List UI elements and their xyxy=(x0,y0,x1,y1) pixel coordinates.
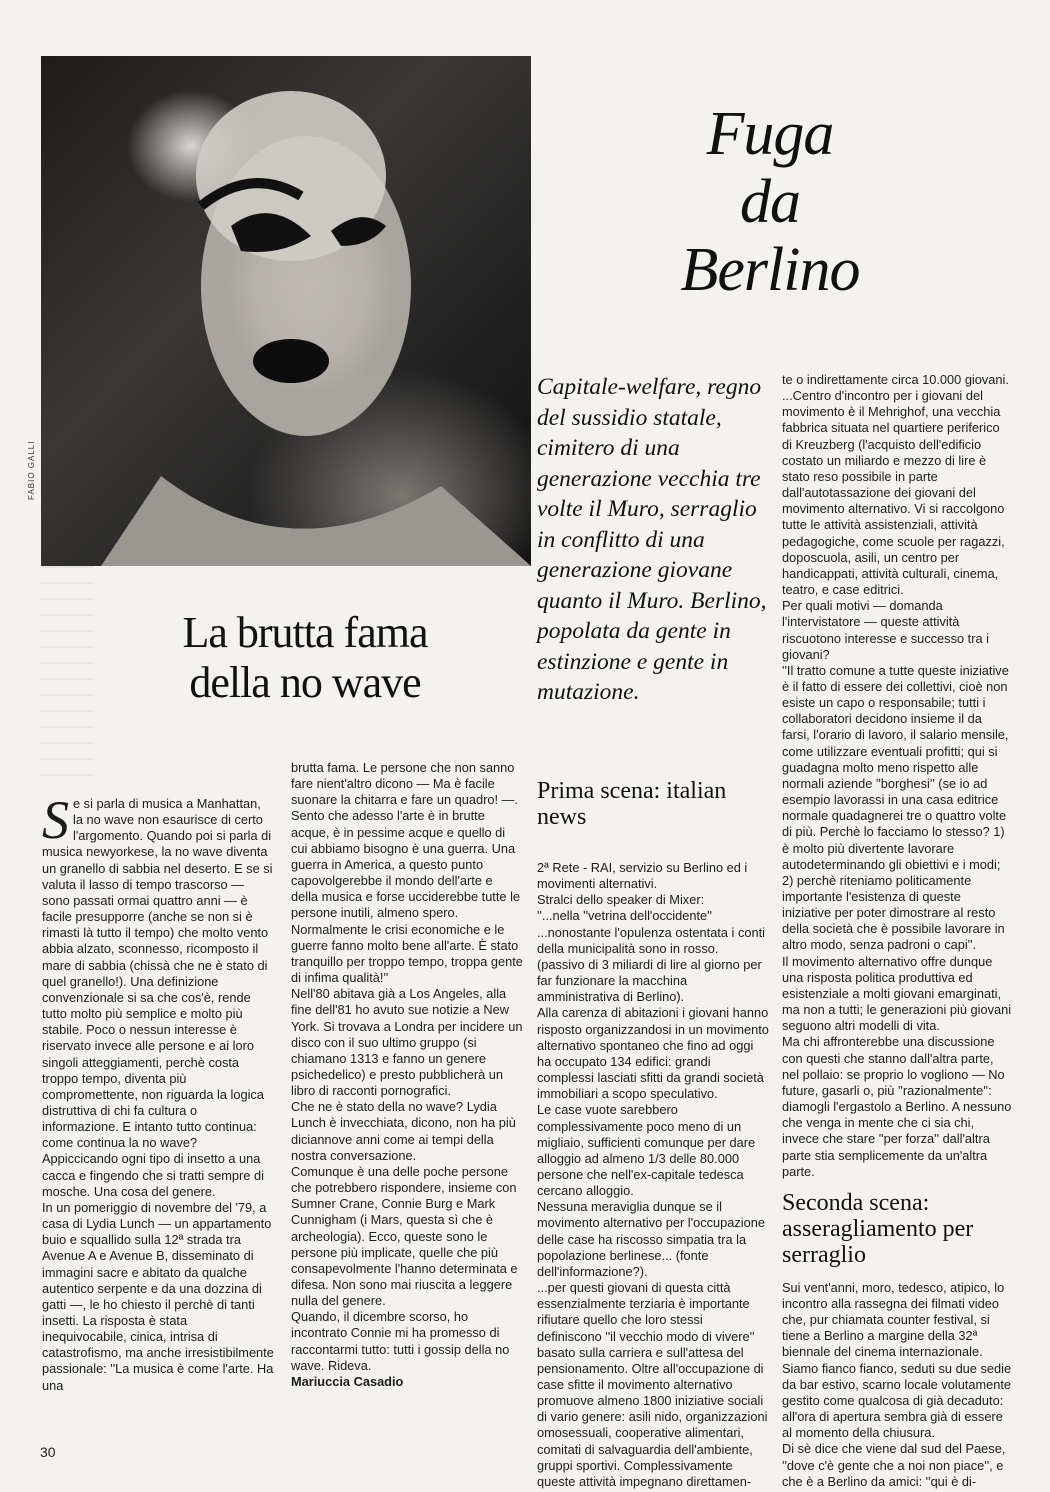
paragraph: 2ª Rete - RAI, servizio su Berlino ed i movimenti alternativi. xyxy=(537,860,748,892)
paragraph: ...per questi giovani di questa città essenzialmente terziaria è importante rifiutare quello che loro stessi definiscono ''il vecchio modo di vivere'' basato sulla carriera e sull'attesa del pensionamento. Oltre all'occupazione di case sfitte il movimento alternativo promuove almeno 1800 iniziative sociali di vario genere: asili nido, organizzazioni omosessuali, cooperative alimentari, comitati di salvaguardia dell'ambiente, gruppi sportivi. Complessivamente queste attività impegnano direttamen- xyxy=(537,1280,768,1489)
paragraph: Nell'80 abitava già a Los Angeles, alla fine dell'81 ho avuto sue notizie a New York. Si trovava a Londra per incidere un disco con il suo ultimo gruppo (si chiamano 1313 e fanno un genere psichedelico) e presto pubblicherà un libro di racconti pornografici. xyxy=(291,986,523,1099)
paragraph: Stralci dello speaker di Mixer: xyxy=(537,892,705,908)
column-2 xyxy=(291,760,523,1390)
paragraph: ''Il tratto comune a tutte queste iniziative è il fatto di essere dei collettivi, cioè non esiste un capo o responsabile; tutti i collaboratori decidono insieme il da farsi, l'orario di lavoro, il salario mensile, come utilizzare eventuali profitti; qui si guadagna molto meno rispetto alle normali aziende ''borghesi'' (se io ad esempio lavorassi in una casa editrice normale quadagnerei tre o quattro volte di più. Perchè lo facciamo lo stesso? 1) è molto più divertente lavorare autodeterminando gli obiettivi e i modi; 2) perchè riteniamo politicamente importante l'esistenza di queste iniziative per poter dimostrare al resto della società che è possibile lavorare in altro modo, senza padroni o capi''. xyxy=(782,662,1009,953)
column-4 xyxy=(782,372,1012,1490)
paragraph: te o indirettamente circa 10.000 giovani. xyxy=(782,372,1009,387)
paragraph: Alla carenza di abitazioni i giovani hanno risposto organizzandosi in un movimento alternativo spontaneo che fino ad oggi ha occupato 134 edifici: grandi complessi lasciati sfitti da grandi società immobiliari a scopo speculativo. xyxy=(537,1005,769,1102)
section-title-prima-scena: Prima scena: italian news xyxy=(537,778,727,830)
left-headline xyxy=(100,608,510,708)
dropcap: S xyxy=(42,790,69,850)
title-line: da xyxy=(740,168,800,236)
paragraph: Le case vuote sarebbero complessivamente poco meno di un migliaio, sufficienti comunque per dare alloggio ad almeno 1/3 delle 80.000 persone che nell'ex-capitale tedesca cercano alloggio. xyxy=(537,1102,756,1199)
portrait-illustration xyxy=(41,56,531,566)
paragraph: Ma chi affronterebbe una discussione con questi che stanno dall'altra parte, nel pollaio: se proprio lo vogliono — No future, gasarli o, più ''razionalmente'': diamogli l'ergastolo a Berlino. A nessuno che venga in mente che ci sia chi, invece che stare ''per forza'' dall'altra parte stia semplicemente da un'altra parte. xyxy=(782,1034,1012,1179)
section-title-seconda-scena: Seconda scena: asseragliamento per serraglio xyxy=(782,1189,974,1268)
page-number: 30 xyxy=(40,1444,56,1460)
title-line: Berlino xyxy=(680,236,860,304)
paragraph: brutta fama. Le persone che non sanno fare nient'altro dicono — Ma è facile suonare la chitarra e fare un quadro! —. Sento che adesso l'arte è in brutte acque, è in pessime acque e quello di cui abbiamo bisogno è una guerra. Una guerra in America, a questo punto capovolgerebbe il mondo dell'arte e della musica e forse ucciderebbe tutte le persone inutili, almeno spero. Normalmente le crisi economiche e le guerre fanno molto bene all'arte. È stato tranquillo per troppo tempo, troppa gente di infima qualità!'' xyxy=(291,760,523,986)
paragraph: In un pomeriggio di novembre del '79, a casa di Lydia Lunch — un appartamento buio e squallido sulla 12ª strada tra Avenue A e Avenue B, disseminato di immagini sacre e abitato da qualche autentico serpente e da una dozzina di gatti —, le ho chiesto il perchè di tanti insetti. La risposta è stata inequivocabile, cinica, intrisa di catastrofismo, ma anche irresistibilmente passionale: ''La musica è come l'arte. Ha una xyxy=(42,1199,274,1393)
title-line: Fuga xyxy=(706,100,834,168)
portrait-photo xyxy=(41,56,531,566)
bleed-through-text xyxy=(41,566,93,786)
paragraph: Sui vent'anni, moro, tedesco, atipico, lo incontro alla rassegna dei filmati video che, pur chiamata counter festival, si tiene a Berlino a margine della 32ª biennale del cinema internazionale. Siamo fianco fianco, seduti su due sedie da bar estivo, scarno locale volutamente gestito come qualcosa di già decaduto: all'ora di apertura sembra già di essere al momento della chiusura. xyxy=(782,1279,1012,1441)
paragraph: Che ne è stato della no wave? Lydia Lunch è invecchiata, dicono, non ha più diciannove anni come ai tempi della nostra conversazione. xyxy=(291,1099,516,1163)
column-3 xyxy=(537,860,769,1490)
left-headline-line: La brutta fama xyxy=(182,608,428,657)
article-title xyxy=(620,100,920,304)
paragraph: Quando, il dicembre scorso, ho incontrato Connie mi ha promesso di raccontarmi tutto: tutti i gossip della no wave. Rideva. xyxy=(291,1309,510,1373)
paragraph: e si parla di musica a Manhattan, la no wave non esaurisce di certo l'argomento. Quando poi si parla di musica newyorkese, la no wave diventa un granello di sabbia nel deserto. E se si valuta il lasso di tempo trascorso — sono passati ormai quattro anni — è facile presupporre (anche se non si è rimasti là tutto il tempo) che molto vento abbia alzato, sconnesso, ricomposto il mare di sabbia (chissà che ne è stato di quel granello!). Una definizione convenzionale si sa che cos'è, rende tutto molto più semplice e molto più stabile. Poco o nessun interesse è riservato invece alle persone e ai loro singoli atteggiamenti, perchè costa troppo tempo, diventa più compromettente, non riguarda la logica distruttiva di chi fa cultura o informazione. E intanto tutto continua: come continua la no wave? Appiccicando ogni tipo di insetto a una cacca e fingendo che si tratti sempre di mosche. Una cosa del genere. xyxy=(42,796,273,1199)
photo-credit: FABIO GALLI xyxy=(27,440,36,500)
paragraph: ...Centro d'incontro per i giovani del movimento è il Mehrighof, una vecchia fabbrica situata nel quartiere periferico di Kreuzberg (l'acquisto dell'edificio costato un miliardo e mezzo di lire è stato reso possibile in parte dall'autotassazione dei giovani del movimento alternativo. Vi si raccolgono tutte le attività assistenziali, attività pedagogiche, come scuole per ragazzi, doposcuola, asili, un centro per handicappati, attività culturali, cinema, teatro, e case editrici. xyxy=(782,388,1005,598)
paragraph: Comunque è una delle poche persone che potrebbero rispondere, insieme con Sumner Crane, Connie Burg e Mark Cunnigham (i Mars, questa sì che è archeologia). Ecco, queste sono le persone più implicate, quelle che più consapevolmente l'hanno determinata e difesa. Non sono mai riuscita a leggere nulla del genere. xyxy=(291,1163,518,1309)
paragraph: Il movimento alternativo offre dunque una risposta politica produttiva ed esistenziale a molti giovani emarginati, ma non a tutti; le generazioni più giovani seguono altri modelli di vita. xyxy=(782,953,1012,1034)
paragraph: Per quali motivi — domanda l'intervistatore — queste attività riscuotono interesse e successo tra i giovani? xyxy=(782,598,989,662)
column-1 xyxy=(42,790,274,1394)
paragraph: Nessuna meraviglia dunque se il movimento alternativo per l'occupazione delle case ha riscosso simpatia tra la popolazione berlinese... (fonte dell'informazione?). xyxy=(537,1199,765,1279)
lead-paragraph: Capitale-welfare, regno del sussidio statale, cimitero di una generazione vecchia tre volte il Muro, serraglio in conflitto di una generazione giovane quanto il Muro. Berlino, popolata da gente in estinzione e gente in mutazione. xyxy=(537,374,767,705)
left-headline-line: della no wave xyxy=(189,658,421,707)
paragraph: Di sè dice che viene dal sud del Paese, ''dove c'è gente che a noi non piace'', e che è a Berlino da amici: ''qui è di- xyxy=(782,1441,1006,1489)
author-byline: Mariuccia Casadio xyxy=(291,1373,404,1389)
paragraph: ''...nella ''vetrina dell'occidente'' ...nonostante l'opulenza ostentata i conti della municipalità sono in rosso. (passivo di 3 miliardi di lire al giorno per far funzionare la macchina amministrativa di Berlino). xyxy=(537,908,765,1005)
